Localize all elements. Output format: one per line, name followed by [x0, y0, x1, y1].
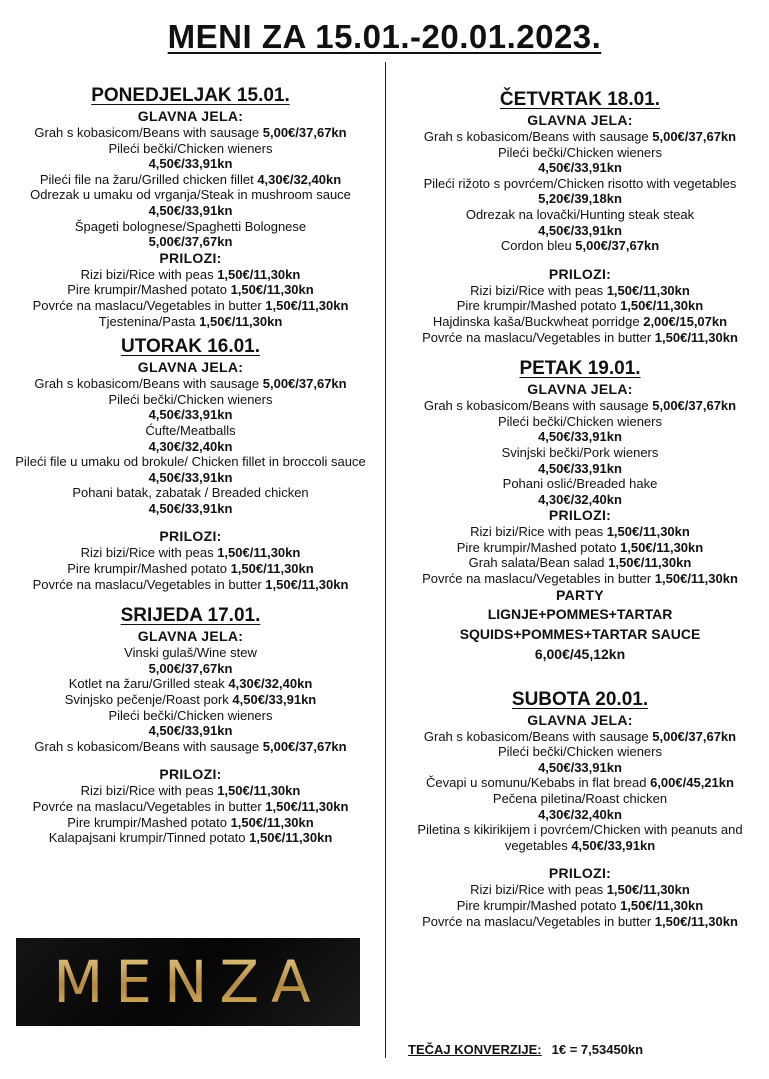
item-price: 4,50€/33,91kn: [148, 202, 233, 218]
menu-item: [8, 485, 373, 516]
column-divider: [385, 62, 386, 1058]
item-price: 1,50€/11,30kn: [265, 297, 349, 313]
item-price: 5,20€/39,18kn: [538, 191, 622, 207]
item-price: 5,00€/37,67kn: [262, 125, 347, 140]
item-price: 4,50€/33,91kn: [232, 692, 317, 708]
day-block: [396, 88, 764, 345]
item-name: Pileći bečki/Chicken wieners: [497, 413, 662, 429]
item-price: 6,00€/45,21kn: [650, 775, 734, 791]
sides-heading: PRILOZI:: [159, 528, 222, 545]
item-name: Pileći file na žaru/Grilled chicken fillet: [39, 171, 254, 187]
menu-item: [8, 561, 373, 577]
item-name: Svinjsko pečenje/Roast pork: [64, 692, 229, 708]
menu-item: [8, 739, 373, 755]
item-name: Kalapajsani krumpir/Tinned potato: [48, 830, 246, 846]
day-heading: ČETVRTAK 18.01.: [499, 89, 661, 110]
item-price: 4,50€/33,91kn: [571, 837, 656, 853]
item-name: Hajdinska kaša/Buckwheat porridge: [432, 313, 640, 329]
item-name: Piletina s kikirikijem i povrćem/Chicken with peanuts and vegetables: [417, 822, 743, 853]
menu-item: [396, 398, 764, 414]
item-price: 1,50€/11,30kn: [265, 576, 349, 592]
item-name: Pire krumpir/Mashed potato: [456, 298, 617, 314]
menu-item: [8, 692, 373, 708]
item-price: 4,50€/33,91kn: [148, 500, 233, 516]
party-heading: PARTY: [556, 586, 604, 603]
menza-logo: [16, 938, 360, 1026]
item-name: Svinjski bečki/Pork wieners: [501, 444, 659, 460]
item-name: Grah s kobasicom/Beans with sausage: [423, 728, 649, 744]
item-price: 5,00€/37,67kn: [262, 738, 347, 754]
item-price: 5,00€/37,67kn: [652, 728, 737, 744]
item-name: Rizi bizi/Rice with peas: [80, 545, 214, 561]
menu-item: [396, 791, 764, 822]
item-price: 1,50€/11,30kn: [217, 266, 301, 282]
item-price: 1,50€/11,30kn: [230, 282, 314, 298]
item-name: Povrće na maslacu/Vegetables in butter: [422, 571, 652, 587]
menu-item: [396, 882, 764, 898]
item-price: 5,00€/37,67kn: [652, 129, 737, 144]
item-name: Grah salata/Bean salad: [468, 555, 605, 571]
logo-text: MENZA: [53, 948, 323, 1016]
item-price: 1,50€/11,30kn: [620, 898, 704, 913]
item-price: 4,50€/33,91kn: [538, 429, 622, 445]
item-price: 5,00€/37,67kn: [148, 234, 233, 250]
day-heading: SUBOTA 20.01.: [511, 688, 649, 710]
sides-heading: PRILOZI:: [159, 766, 222, 783]
item-price: 5,00€/37,67kn: [262, 376, 347, 392]
item-name: Pire krumpir/Mashed potato: [67, 561, 227, 577]
item-price: 4,50€/33,91kn: [148, 156, 233, 172]
menu-item: [396, 914, 764, 930]
item-name: Pileći bečki/Chicken wieners: [108, 140, 273, 156]
menu-item: [396, 540, 764, 556]
menu-item: [396, 330, 764, 346]
menu-item: [396, 775, 764, 791]
page-title: MENI ZA 15.01.-20.01.2023.: [167, 18, 602, 55]
item-name: Cordon bleu: [500, 238, 572, 254]
menu-item: [8, 314, 373, 330]
item-price: 4,50€/33,91kn: [538, 222, 622, 238]
menu-item: [396, 176, 764, 207]
menu-item: [8, 392, 373, 423]
sides-heading: PRILOZI:: [548, 507, 612, 524]
item-name: Grah s kobasicom/Beans with sausage: [34, 738, 260, 754]
menu-item: [8, 708, 373, 739]
item-name: Kotlet na žaru/Grilled steak: [68, 676, 225, 692]
menu-item: [396, 298, 764, 314]
party-price: 6,00€/45,12kn: [534, 645, 626, 662]
menu-item: [8, 219, 373, 250]
mains-heading: GLAVNA JELA:: [527, 112, 633, 128]
item-name: Povrće na maslacu/Vegetables in butter: [422, 913, 652, 929]
party-line-en: SQUIDS+POMMES+TARTAR SAUCE: [459, 625, 701, 642]
menu-item: [396, 145, 764, 176]
item-name: Grah s kobasicom/Beans with sausage: [423, 398, 649, 414]
menu-item: [396, 729, 764, 745]
item-name: Rizi bizi/Rice with peas: [470, 882, 604, 898]
item-price: 1,50€/11,30kn: [606, 282, 690, 298]
menu-item: [8, 187, 373, 218]
item-price: 4,30€/32,40kn: [538, 806, 622, 822]
item-name: Rizi bizi/Rice with peas: [80, 266, 214, 282]
item-name: Pečena piletina/Roast chicken: [492, 791, 668, 807]
day-block: [8, 335, 373, 592]
item-name: Rizi bizi/Rice with peas: [80, 783, 214, 799]
menu-item: [8, 298, 373, 314]
mains-heading: GLAVNA JELA:: [137, 628, 244, 645]
menu-item: [8, 125, 373, 141]
item-name: Pileći bečki/Chicken wieners: [108, 391, 273, 407]
item-price: 2,00€/15,07kn: [643, 313, 728, 329]
menu-item: [396, 898, 764, 914]
sides-heading: PRILOZI:: [548, 265, 612, 282]
menu-item: [396, 476, 764, 507]
menu-item: [8, 545, 373, 561]
item-price: 1,50€/11,30kn: [654, 571, 738, 587]
item-price: 5,00€/37,67kn: [652, 398, 737, 414]
item-name: Pileći bečki/Chicken wieners: [497, 744, 662, 760]
item-price: 1,50€/11,30kn: [265, 799, 349, 814]
mains-heading: GLAVNA JELA:: [137, 359, 244, 376]
item-name: Pohani oslić/Breaded hake: [502, 476, 658, 492]
menu-item: [396, 822, 764, 853]
item-price: 1,50€/11,30kn: [620, 539, 704, 555]
day-block: [396, 688, 764, 930]
day-heading: PONEDJELJAK 15.01.: [91, 85, 290, 106]
day-heading: UTORAK 16.01.: [120, 336, 261, 358]
menu-item: [396, 207, 764, 238]
item-price: 1,50€/11,30kn: [199, 313, 283, 329]
menu-item: [8, 423, 373, 454]
menu-item: [396, 555, 764, 571]
item-price: 4,30€/32,40kn: [148, 438, 233, 454]
item-price: 1,50€/11,30kn: [654, 913, 738, 929]
day-block: [8, 604, 373, 846]
menu-item: [8, 799, 373, 815]
item-price: 4,50€/33,91kn: [538, 460, 622, 476]
item-name: Odrezak u umaku od vrganja/Steak in mushroom sauce: [30, 187, 351, 203]
item-price: 1,50€/11,30kn: [217, 545, 301, 561]
item-name: Odrezak na lovački/Hunting steak steak: [465, 206, 695, 222]
item-name: Rizi bizi/Rice with peas: [470, 524, 604, 540]
item-name: Grah s kobasicom/Beans with sausage: [423, 129, 649, 144]
item-price: 4,30€/32,40kn: [257, 171, 342, 187]
item-price: 1,50€/11,30kn: [230, 814, 314, 830]
menu-item: [396, 571, 764, 587]
menu-item: [8, 783, 373, 799]
item-name: Ćufte/Meatballs: [145, 422, 236, 438]
item-price: 4,50€/33,91kn: [538, 160, 622, 176]
menu-item: [396, 414, 764, 445]
item-name: Pire krumpir/Mashed potato: [67, 814, 227, 830]
item-name: Pileći bečki/Chicken wieners: [497, 144, 662, 160]
item-name: Pire krumpir/Mashed potato: [456, 539, 617, 555]
menu-item: [8, 282, 373, 298]
right-column: [396, 88, 764, 929]
item-price: 4,30€/32,40kn: [538, 491, 622, 507]
menu-item: [8, 454, 373, 485]
sides-heading: PRILOZI:: [548, 865, 612, 882]
menu-item: [8, 577, 373, 593]
item-price: 1,50€/11,30kn: [230, 561, 314, 577]
day-block: [396, 357, 764, 664]
item-name: Povrće na maslacu/Vegetables in butter: [422, 329, 652, 345]
mains-heading: GLAVNA JELA:: [527, 711, 633, 728]
item-name: Povrće na maslacu/Vegetables in butter: [32, 576, 262, 592]
item-price: 4,30€/32,40kn: [228, 676, 313, 692]
item-price: 4,50€/33,91kn: [148, 407, 233, 423]
item-name: Pileći bečki/Chicken wieners: [108, 707, 273, 723]
menu-item: [396, 524, 764, 540]
item-price: 4,50€/33,91kn: [538, 759, 622, 775]
item-price: 5,00€/37,67kn: [148, 660, 233, 676]
day-block: [8, 84, 373, 329]
item-name: Pire krumpir/Mashed potato: [456, 898, 617, 913]
item-name: Povrće na maslacu/Vegetables in butter: [32, 297, 262, 313]
menu-item: [8, 267, 373, 283]
item-name: Pohani batak, zabatak / Breaded chicken: [72, 485, 309, 501]
item-price: 1,50€/11,30kn: [217, 783, 301, 799]
menu-item: [396, 445, 764, 476]
conversion-rate: [408, 1042, 643, 1057]
item-price: 1,50€/11,30kn: [606, 882, 690, 898]
item-name: Špageti bolognese/Spaghetti Bolognese: [74, 218, 307, 234]
left-column: [8, 84, 373, 846]
menu-item: [396, 238, 764, 254]
menu-item: [8, 676, 373, 692]
item-name: Pileći file u umaku od brokule/ Chicken fillet in broccoli sauce: [15, 454, 366, 470]
item-name: Vinski gulaš/Wine stew: [124, 645, 257, 661]
item-name: Rizi bizi/Rice with peas: [470, 282, 604, 298]
menu-item: [8, 815, 373, 831]
menu-item: [396, 129, 764, 145]
item-name: Povrće na maslacu/Vegetables in butter: [32, 799, 262, 814]
item-price: 4,50€/33,91kn: [148, 723, 233, 739]
menu-item: [8, 830, 373, 846]
item-price: 1,50€/11,30kn: [249, 830, 333, 846]
item-name: Grah s kobasicom/Beans with sausage: [34, 125, 260, 140]
item-name: Tjestenina/Pasta: [98, 313, 196, 329]
item-price: 1,50€/11,30kn: [654, 329, 738, 345]
item-price: 4,50€/33,91kn: [148, 469, 233, 485]
item-price: 1,50€/11,30kn: [620, 298, 704, 314]
menu-item: [8, 645, 373, 676]
conversion-value: 1€ = 7,53450kn: [551, 1042, 644, 1057]
item-name: Čevapi u somunu/Kebabs in flat bread: [426, 775, 647, 791]
mains-heading: GLAVNA JELA:: [137, 108, 244, 124]
sides-heading: PRILOZI:: [159, 249, 222, 266]
item-name: Grah s kobasicom/Beans with sausage: [34, 376, 260, 392]
item-price: 1,50€/11,30kn: [608, 555, 692, 571]
menu-item: [396, 283, 764, 299]
party-line-hr: LIGNJE+POMMES+TARTAR: [487, 605, 673, 622]
item-price: 1,50€/11,30kn: [606, 524, 690, 540]
menu-item: [8, 172, 373, 188]
item-name: Pileći rižoto s povrćem/Chicken risotto with vegetables: [423, 175, 737, 191]
menu-item: [396, 744, 764, 775]
day-heading: PETAK 19.01.: [519, 358, 641, 380]
menu-item: [8, 376, 373, 392]
day-heading: SRIJEDA 17.01.: [120, 605, 261, 627]
mains-heading: GLAVNA JELA:: [527, 381, 633, 398]
menu-item: [8, 141, 373, 172]
menu-item: [396, 314, 764, 330]
item-price: 5,00€/37,67kn: [575, 238, 660, 254]
conversion-label: TEČAJ KONVERZIJE:: [408, 1042, 542, 1057]
item-name: Pire krumpir/Mashed potato: [67, 282, 227, 298]
